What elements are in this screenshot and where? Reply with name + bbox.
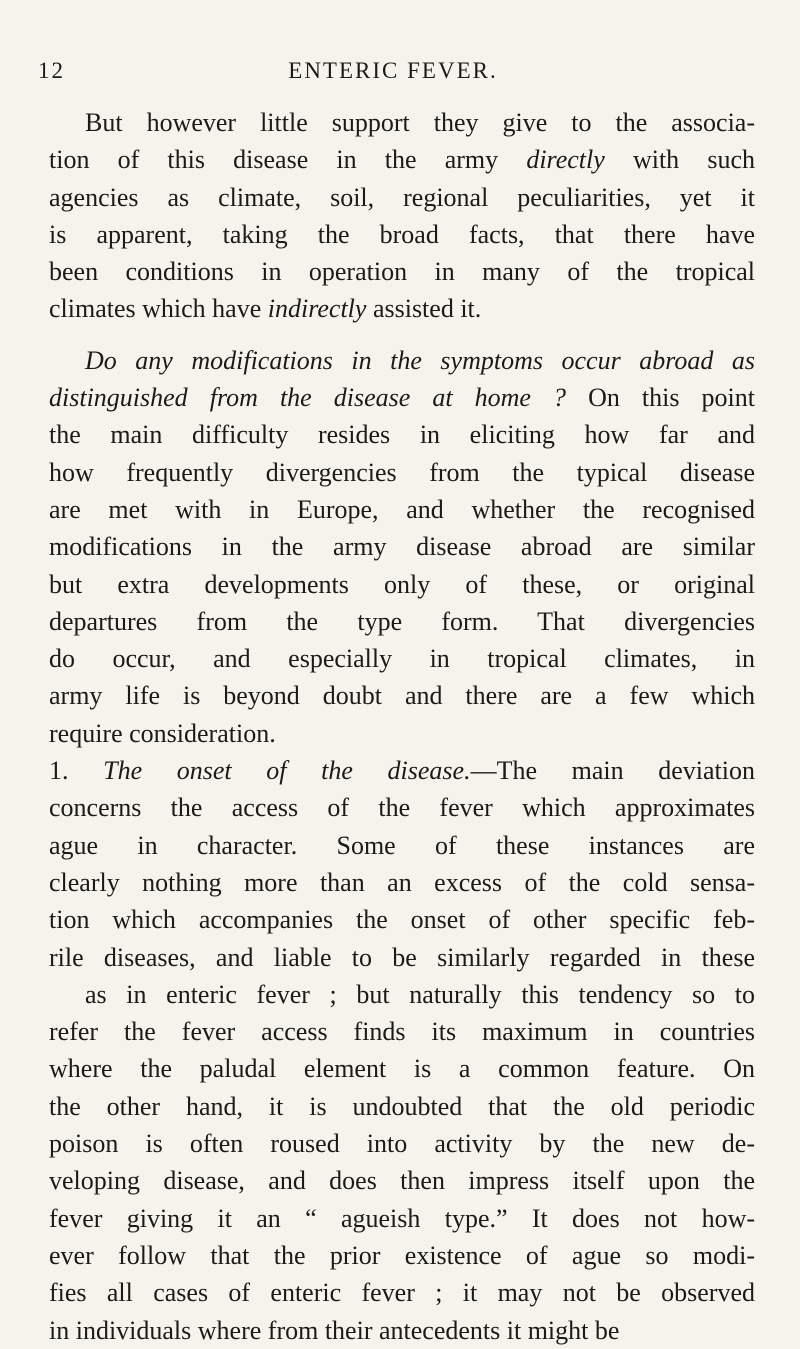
text-run: in individuals where from their antecedents it might be [49,1315,620,1345]
page-number: 12 [38,58,65,83]
italic-text: directly [526,145,605,175]
text-run: concerns the access of the fever which approximates [49,793,755,823]
text-line [49,1013,755,1050]
text-run: fever giving it an “ agueish type.” It does not how- [49,1203,755,1233]
text-run: refer the fever access finds its maximum in countries [49,1017,755,1047]
text-run: assisted it. [366,294,482,324]
text-run: climates which have [49,294,268,324]
text-run: with such [604,145,755,175]
italic-text: distinguished from the disease at home ? [49,383,567,413]
text-line [49,603,755,640]
text-run: veloping disease, and does then impress itself upon the [49,1166,755,1196]
text-line [49,379,755,416]
text-line [49,939,755,976]
text-run: rile diseases, and liable to be similarly regarded in these [49,942,755,972]
text-line [49,491,755,528]
text-line [49,566,755,603]
text-line [49,454,755,491]
text-run: been conditions in operation in many of the tropical [49,257,755,287]
text-run: are met with in Europe, and whether the recognised [49,494,755,524]
text-run: is apparent, taking the broad facts, that there have [49,219,755,249]
text-run: But however little support they give to the associa- [85,108,755,137]
text-run: clearly nothing more than an excess of the cold sensa- [49,867,755,897]
text-run: but extra developments only of these, or original [49,569,755,599]
text-line [49,1162,755,1199]
text-run: fies all cases of enteric fever ; it may not be observed [49,1278,755,1308]
text-line [49,253,755,290]
text-line [49,290,755,327]
text-line [49,864,755,901]
text-run: On this point [566,383,755,413]
text-run: agencies as climate, soil, regional peculiarities, yet it [49,182,755,212]
text-line [49,789,755,826]
text-run: tion which accompanies the onset of other specific feb- [49,905,755,935]
text-run: army life is beyond doubt and there are a few which [49,681,755,711]
running-title: ENTERIC FEVER. [288,58,498,83]
italic-text: The onset of the disease. [103,756,471,786]
text-run: 1. [49,756,104,786]
text-run: the other hand, it is undoubted that the old periodic [49,1091,755,1121]
text-run: tion of this disease in the army [49,145,527,175]
text-run: modifications in the army disease abroad are similar [49,532,755,562]
italic-text: indirectly [267,294,367,324]
text-line [49,179,755,216]
text-run: the main difficulty resides in eliciting how far and [49,420,755,450]
text-run: how frequently divergencies from the typical disease [49,457,755,487]
text-line [49,342,755,379]
text-line [49,1200,755,1237]
text-run: ever follow that the prior existence of ague so modi- [49,1240,755,1270]
body-text [49,104,755,1349]
text-line [49,528,755,565]
text-line [49,901,755,938]
paragraph [49,104,755,328]
text-line [49,416,755,453]
text-line [49,976,755,1013]
text-line [49,640,755,677]
text-line [49,104,755,141]
text-line [49,827,755,864]
text-line [49,1274,755,1311]
paragraph-gap [49,328,755,342]
text-line [49,1125,755,1162]
text-line [49,216,755,253]
text-run: —The main deviation [470,756,755,786]
text-run: as in enteric fever ; but naturally this tendency so to [85,979,755,1009]
text-run: poison is often roused into activity by the new de- [49,1129,755,1159]
text-line [49,752,755,789]
text-line [49,677,755,714]
text-line [49,1237,755,1274]
text-run: where the paludal element is a common feature. On [49,1054,755,1084]
text-line [49,715,755,752]
text-line [49,141,755,178]
page-header [38,52,748,92]
italic-text: Do any modifications in the symptoms occur abroad as [85,345,755,375]
text-line [49,1312,755,1349]
text-run: do occur, and especially in tropical climates, in [49,644,755,674]
text-run: ague in character. Some of these instances are [49,830,755,860]
text-line [49,1088,755,1125]
text-line [49,1050,755,1087]
text-run: departures from the type form. That divergencies [49,606,755,636]
text-run: require consideration. [49,718,276,748]
paragraph [49,342,755,1349]
